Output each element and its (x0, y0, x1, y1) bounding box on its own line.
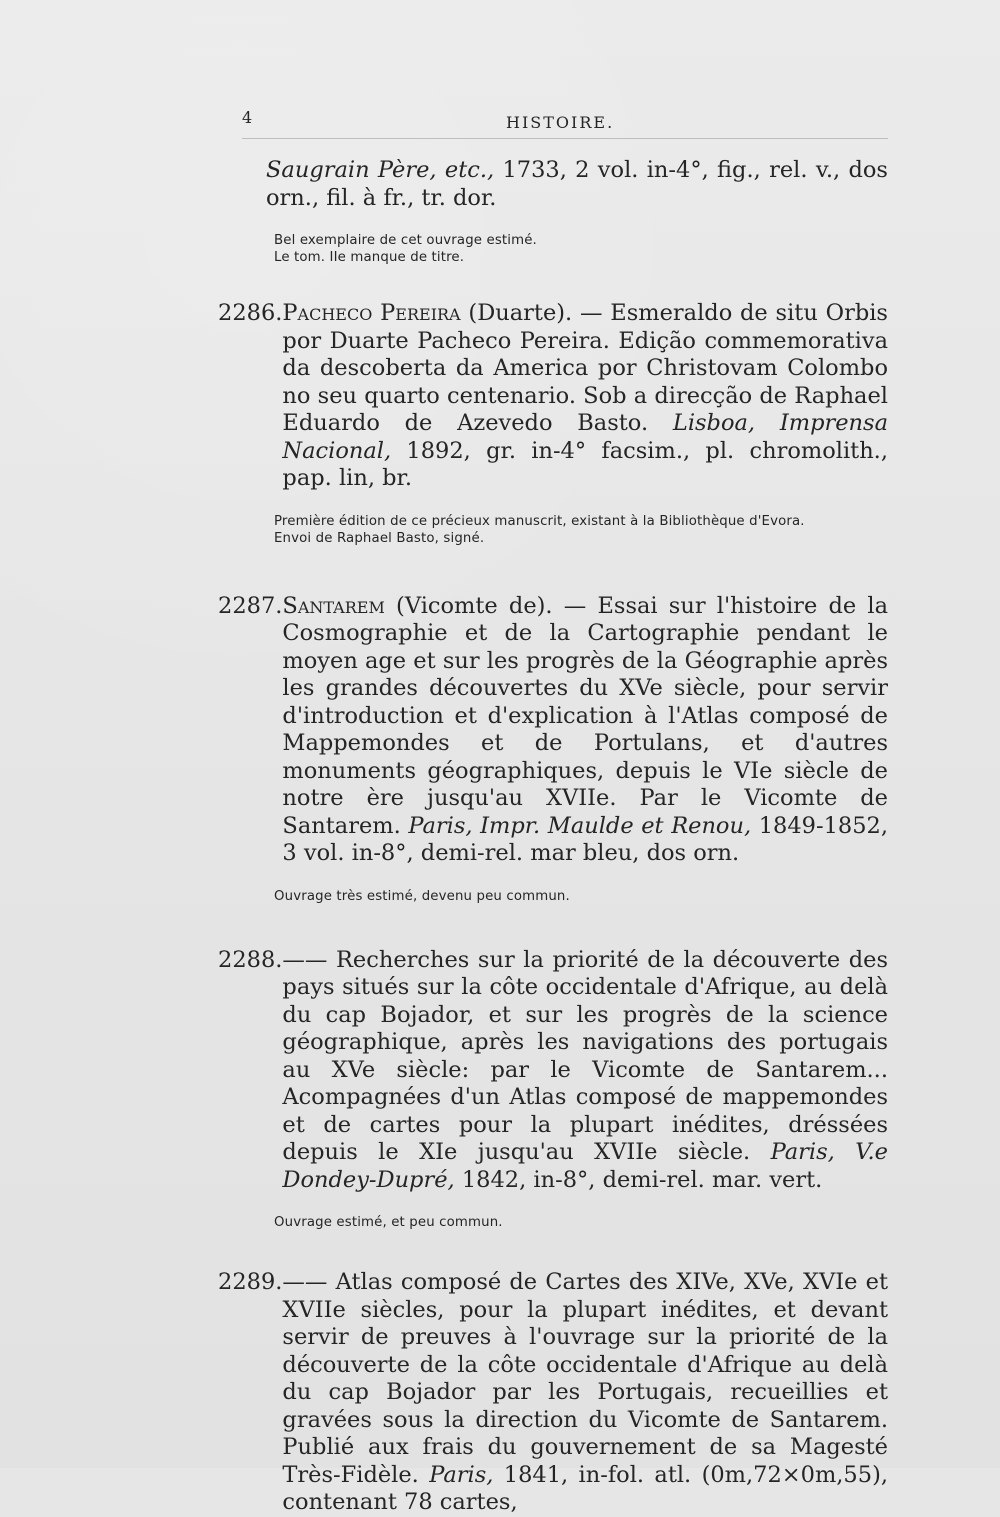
entry-publisher: Saugrain Père, etc., (266, 157, 495, 183)
entry-note (274, 1214, 888, 1231)
catalog-entry-2289 (218, 1269, 888, 1517)
entry-text (282, 593, 888, 868)
entry-imprint-italic: Paris, (429, 1461, 494, 1488)
entry-imprint: 1849-1852, 3 vol. in-8°, demi-rel. mar bleu, dos orn. (282, 812, 888, 866)
note-line: Le tom. IIe manque de titre. (274, 250, 465, 265)
entry-title: Atlas composé de Cartes des XIVe, XVe, XVIe et XVIIe siècles, pour la plupart inédites, et devant servir de preuves à l'ouvrage sur la priorité de la découverte de la côte occidentale d'Afrique au delà du cap Bojador par les Portugais, recueillies et gravées sous la direction du Vicomte de Santarem. Publié aux frais du gouvernement de sa Magesté Très-Fidèle. (282, 1269, 888, 1488)
note-line: Première édition de ce précieux manuscrit, existant à la Bibliothèque d'Evora. (274, 513, 805, 529)
entry-note (274, 513, 888, 547)
entry-imprint: 1841, in-fol. atl. (0m,72×0m,55), contenant 78 cartes, (282, 1461, 888, 1515)
entry-number: 2287. (218, 592, 283, 619)
entry-author: Pacheco Pereira (282, 300, 461, 326)
entry-imprint-italic: Paris, V.e Dondey-Dupré, (282, 1139, 888, 1193)
entry-note (274, 232, 888, 266)
catalog-entry-2287 (218, 593, 888, 868)
entry-imprint: 1733, 2 vol. in-4°, fig., rel. v., dos orn., fil. à fr., tr. dor. (266, 157, 888, 211)
note-line: Ouvrage très estimé, devenu peu commun. (274, 888, 570, 904)
entry-imprint-italic: Paris, Impr. Maulde et Renou, (408, 812, 752, 839)
note-line: Bel exemplaire de cet ouvrage estimé. (274, 233, 537, 248)
entry-imprint-italic: Lisboa, Imprensa Nacional, (282, 410, 888, 464)
entry-text (282, 947, 888, 1195)
catalog-entry-2286 (218, 300, 888, 493)
note-line: Ouvrage estimé, et peu commun. (274, 1215, 503, 1230)
entry-imprint: 1892, gr. in-4° facsim., pl. chromolith., pap. lin, br. (282, 437, 888, 491)
ditto-dash: —— (282, 1269, 328, 1295)
page-number: 4 (242, 108, 253, 127)
entry-author-suffix: (Vicomte de). — (384, 592, 598, 619)
entry-title: Essai sur l'histoire de la Cosmographie et de la Cartographie pendant le moyen age et sur les progrès de la Géographie après les grandes découvertes du XVe siècle, pour servir d'introduction et d'explication à l'Atlas composé de Mappemondes et de Portulans, et d'autres monuments géographiques, depuis le VIe siècle de notre ère jusqu'au XVIIe. Par le Vicomte de Santarem. (282, 592, 888, 839)
note-line: Envoi de Raphael Basto, signé. (274, 530, 485, 546)
entry-text (282, 300, 888, 493)
catalog-entry-2288 (218, 947, 888, 1195)
running-head: HISTOIRE. (506, 113, 615, 132)
entry-author: Santarem (282, 592, 385, 619)
continued-entry (266, 157, 888, 212)
entry-number: 2286. (218, 300, 283, 326)
entry-imprint: 1842, in-8°, demi-rel. mar. vert. (454, 1166, 823, 1193)
entry-text (282, 1269, 888, 1517)
entry-number: 2289. (218, 1269, 283, 1295)
entry-note (274, 888, 888, 905)
page-header (242, 108, 888, 139)
ditto-dash: —— (282, 946, 328, 973)
entry-title: Recherches sur la priorité de la découverte des pays situés sur la côte occidentale d'Afrique, au delà du cap Bojador, et sur les progrès de la science géographique, après les navigations des portugais au XVe siècle: par le Vicomte de Santarem... Acompagnées d'un Atlas composé de mappemondes et de cartes pour la plupart inédites, dréssées depuis le XIe jusqu'au XVIIe siècle. (282, 946, 888, 1165)
catalog-content (218, 157, 888, 1517)
entry-number: 2288. (218, 946, 283, 973)
entry-author-suffix: (Duarte). — (460, 300, 611, 326)
entry-title: Esmeraldo de situ Orbis por Duarte Pacheco Pereira. Edição commemorativa da descoberta da America por Christovam Colombo no seu quarto centenario. Sob a direcção de Raphael Eduardo de Azevedo Basto. (282, 300, 888, 436)
